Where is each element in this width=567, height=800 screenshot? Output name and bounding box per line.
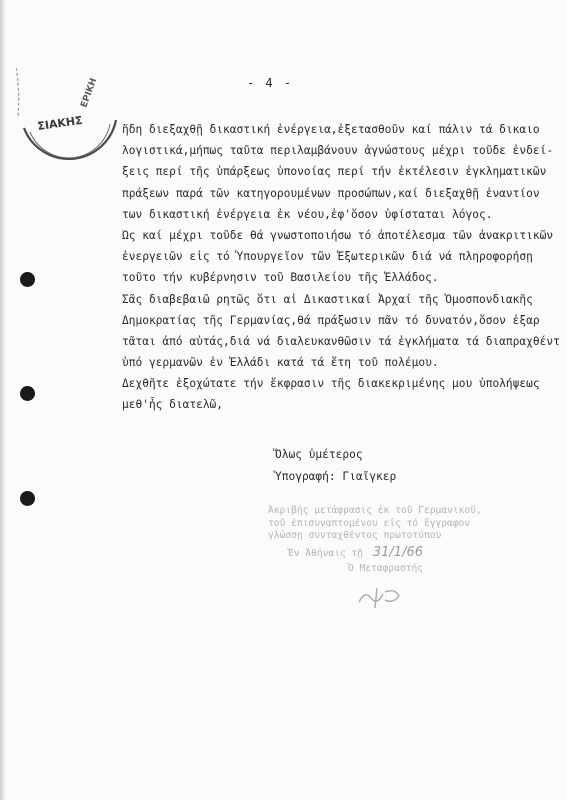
punch-hole-top <box>20 272 35 287</box>
body-line: ξεις περί τῆς ὑπάρξεως ὑπονοίας περί τήν ἐκτέλεσιν ἐγκληματικῶν <box>122 165 547 179</box>
certification-line: τοῦ ἐπισυναπτομένου εἰς τό ἔγγραφον <box>268 517 471 529</box>
scan-edge-shadow <box>0 0 6 800</box>
body-line: των δικαστική ἐνέργεια ἐκ νέου,ἐφ'ὅσον ὑφίσταται λόγος. <box>122 207 493 221</box>
certification-date-line <box>288 544 498 561</box>
certification-line: γλώσσῃ συνταχθέντος πρωτοτύπου <box>268 530 442 541</box>
closing-block <box>275 444 396 488</box>
body-line: πράξεων παρά τῶν κατηγορουμένων προσώπων,καί διεξαχθῇ ἐναντίον <box>122 186 540 200</box>
body-line: Δημοκρατίας τῆς Γερμανίας,θά πράξωσιν πᾶν τό δυνατόν,ὅσον ἐξαρ <box>122 313 540 327</box>
body-line: ὑπό γερμανῶν ἐν Ἑλλάδι κατά τά ἔτη τοῦ πολέμου. <box>122 356 439 370</box>
translator-signature-mark <box>355 584 405 612</box>
translator-title: Ὁ Μεταφραστής <box>348 563 424 574</box>
body-line: ἤδη διεξαχθῇ δικαστική ἐνέργεια,ἐξετασθοῦν καί πάλιν τά δικαιο <box>122 123 540 136</box>
body-line: Δεχθῆτε ἐξοχώτατε τήν ἔκφρασιν τῆς διακεκριμένης μου ὑπολήψεως <box>122 377 540 391</box>
punch-hole-middle <box>20 386 35 401</box>
body-line: μεθ'ἧς διατελῶ, <box>122 398 224 412</box>
page-number: - 4 - <box>246 76 294 90</box>
circular-stamp <box>16 58 126 168</box>
body-line: λογιστικά,μήπως ταῦτα περιλαμβάνουν ἀγνώστους μέχρι τοῦδε ἐνδεί- <box>122 144 554 158</box>
punch-hole-bottom <box>20 491 35 506</box>
svg-text:ΕΡΙΚΗ: ΕΡΙΚΗ <box>79 76 100 110</box>
certification-date: 31/1/66 <box>372 544 423 560</box>
body-line: τοῦτο τήν κυβέρνησιν τοῦ Βασιλείου τῆς Ἑλλάδος. <box>122 271 439 285</box>
svg-text:ΣΙΑΚΗΣ: ΣΙΑΚΗΣ <box>36 113 84 133</box>
certification-line: Ἀκριβής μετάφρασις ἐκ τοῦ Γερμανικοῦ, <box>268 505 482 516</box>
certification-place: Ἐν Ἀθήναις τῇ <box>288 547 364 559</box>
closing-salutation: Ὅλως ὑμέτερος <box>275 448 363 461</box>
letter-body <box>122 119 567 416</box>
translation-certification <box>268 505 498 576</box>
body-line: Σᾶς διαβεβαιῶ ρητῶς ὅτι αἱ Δικαστικαί Ἀρχαί τῆς Ὁμοσπονδιακῆς <box>122 292 533 306</box>
body-line: τᾶται ἀπό αὐτάς,διά νά διαλευκανθῶσιν τά ἐγκλήματα τά διαπραχθέντ <box>122 334 560 348</box>
signature-line: Ὑπογραφή: Γιαῖγκερ <box>275 470 397 483</box>
body-line: Ὡς καί μέχρι τοῦδε θά γνωστοποιήσω τό ἀποτέλεσμα τῶν ἀνακριτικῶν <box>122 228 554 242</box>
body-line: ἐνεργειῶν εἰς τό Ὑπουργεῖον τῶν Ἐξωτερικῶν διά νά πληροφορήσῃ <box>122 250 533 264</box>
